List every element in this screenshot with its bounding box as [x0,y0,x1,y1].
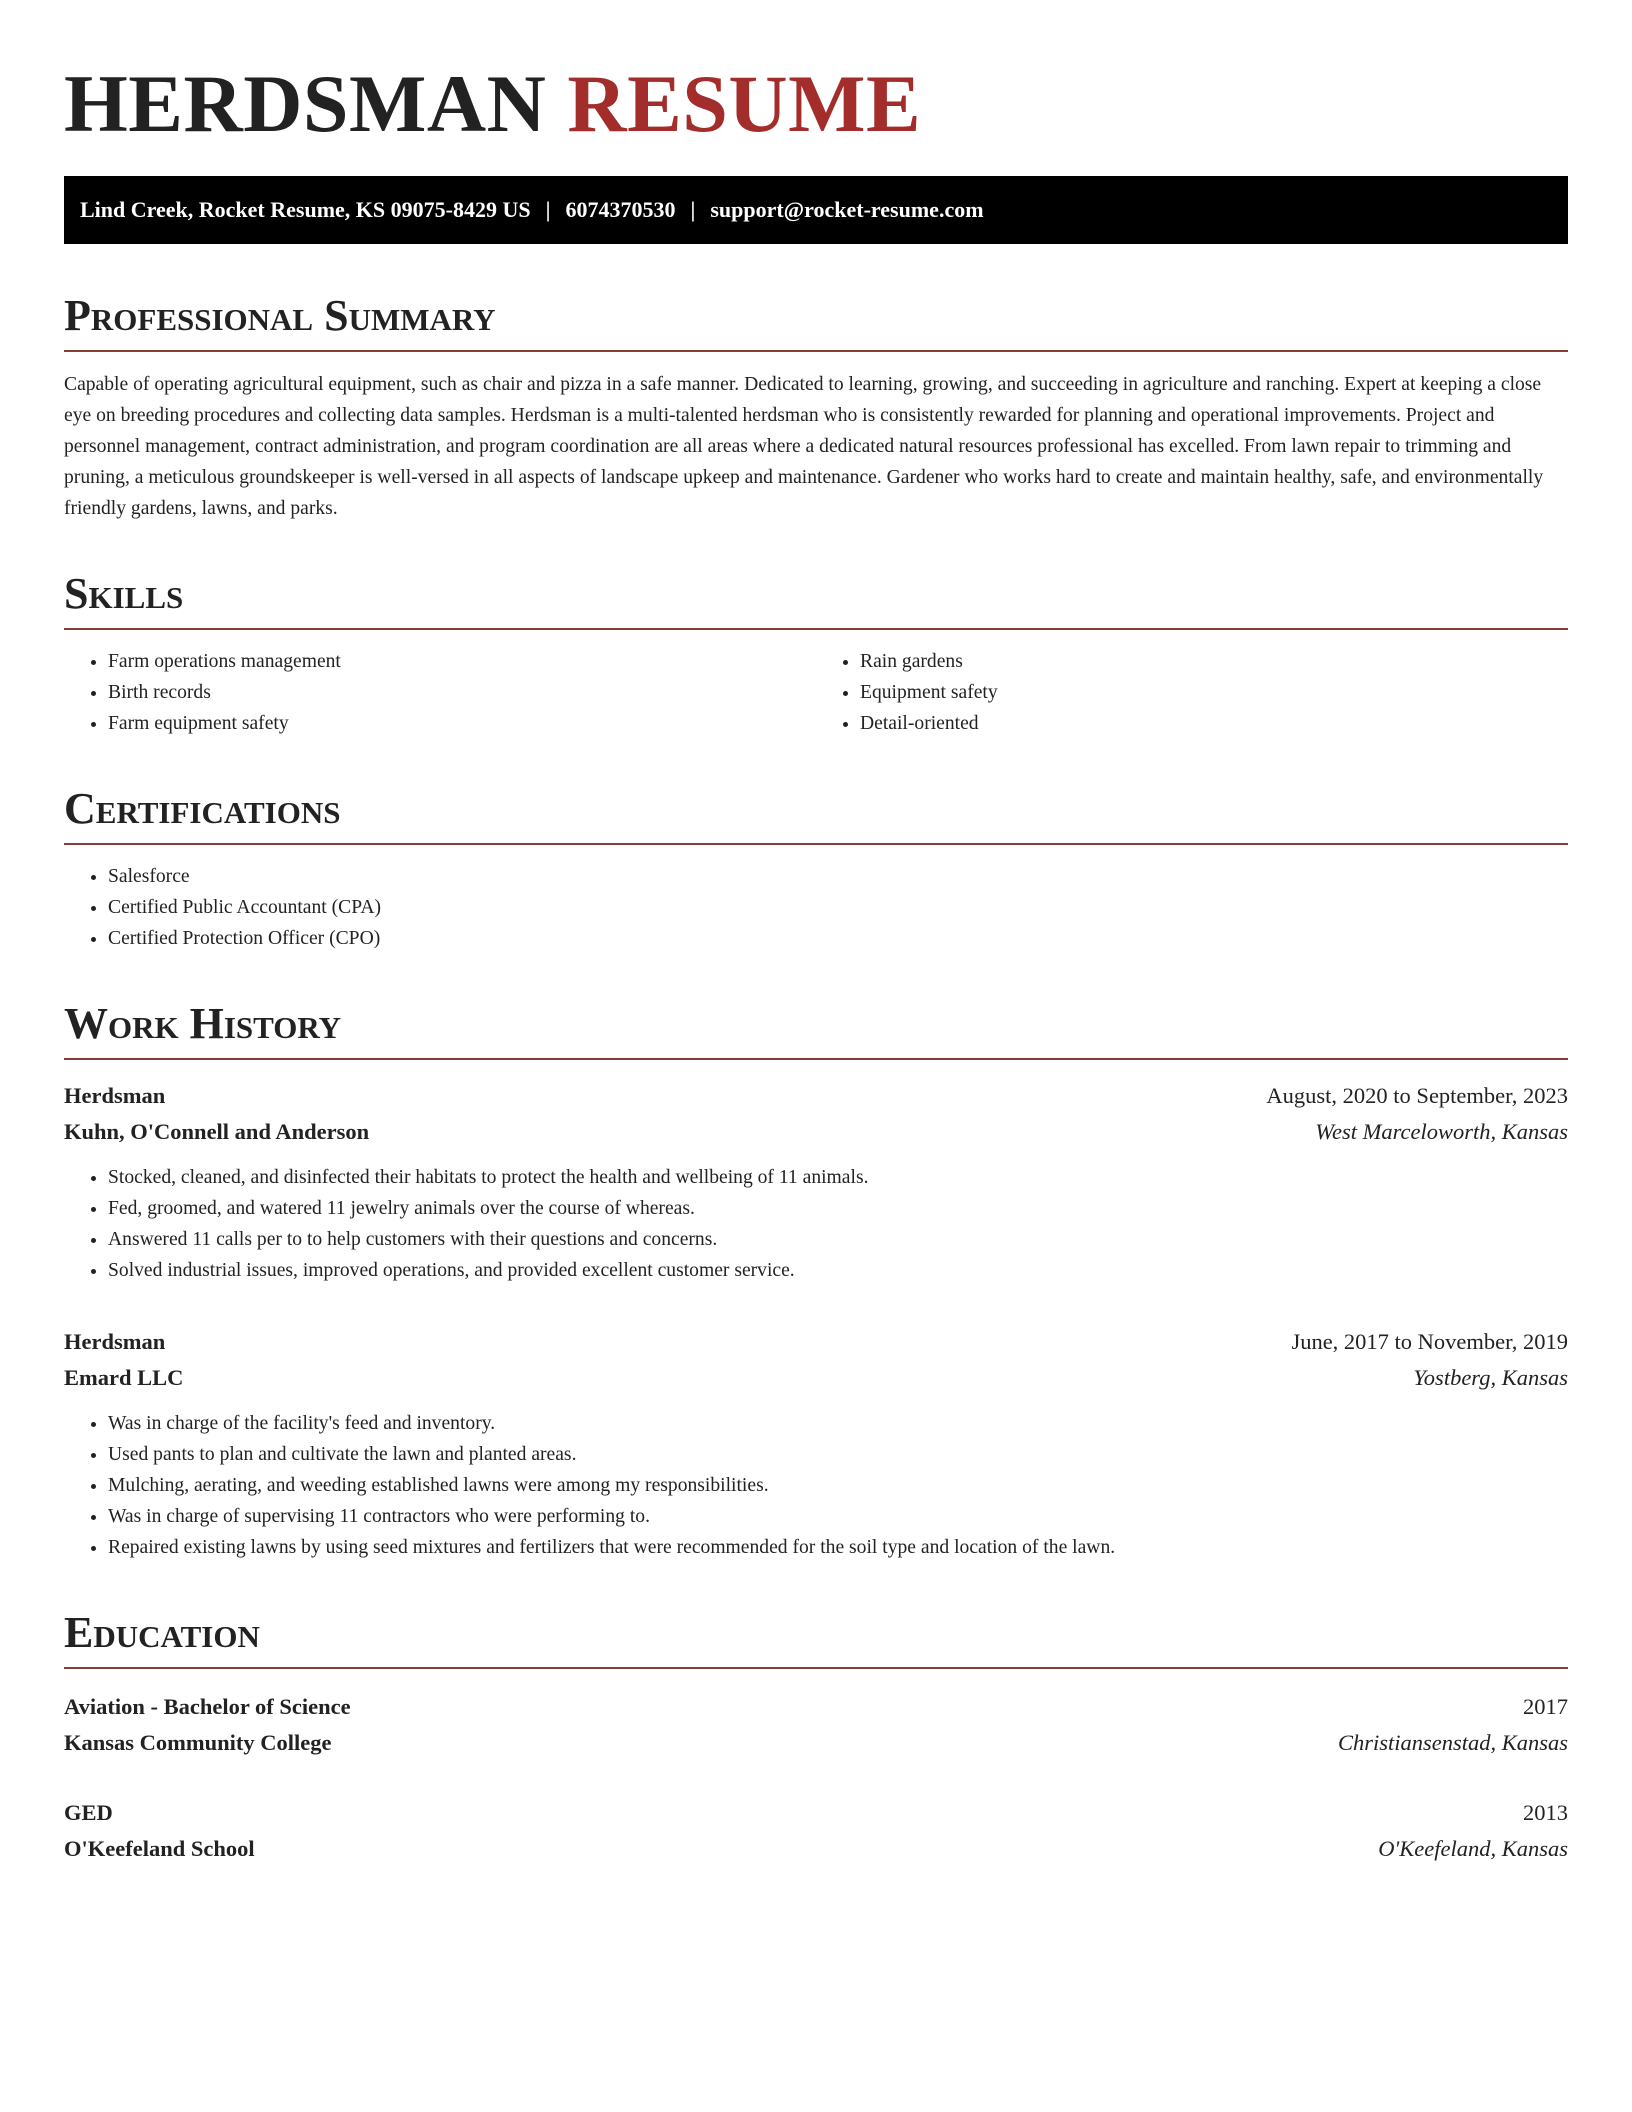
duty-item: • Was in charge of the facility's feed and inventory. [108,1408,1568,1439]
job-entry [64,1324,1568,1563]
skill-item: • Farm equipment safety [108,708,816,739]
skill-item: • Farm operations management [108,646,816,677]
duty-item: • Solved industrial issues, improved operations, and provided excellent customer service. [108,1255,1568,1286]
job-duties [64,1162,1568,1286]
education-degree: Aviation - Bachelor of Science [64,1694,351,1719]
job-location: West Marceloworth, Kansas [1315,1119,1568,1144]
skill-item: • Birth records [108,677,816,708]
skills-list-right [816,646,1568,739]
contact-phone: 6074370530 [565,197,676,222]
education-section [64,1607,1568,1867]
education-heading: Education [64,1607,1568,1669]
certification-item: • Certified Protection Officer (CPO) [108,923,1568,954]
duty-item: • Was in charge of supervising 11 contractors who were performing to. [108,1501,1568,1532]
skill-item: • Detail-oriented [860,708,1568,739]
job-company-row [64,1114,1568,1150]
education-entry [64,1795,1568,1867]
job-dates: August, 2020 to September, 2023 [1266,1083,1568,1108]
job-header-row [64,1078,1568,1114]
skills-grid [64,630,1568,739]
education-degree: GED [64,1800,113,1825]
certifications-list [64,861,1568,954]
job-role: Herdsman [64,1329,166,1354]
contact-bar [64,176,1568,244]
education-school-row [64,1831,1568,1867]
certification-item: • Certified Public Accountant (CPA) [108,892,1568,923]
contact-address: Lind Creek, Rocket Resume, KS 09075-8429 US [80,197,531,222]
duty-item: • Repaired existing lawns by using seed mixtures and fertilizers that were recommended for the soil type and location of the lawn. [108,1532,1568,1563]
title-name: HERDSMAN [64,58,547,149]
duty-item: • Mulching, aerating, and weeding established lawns were among my responsibilities. [108,1470,1568,1501]
skills-section [64,568,1568,739]
certification-item: • Salesforce [108,861,1568,892]
education-location: O'Keefeland, Kansas [1378,1836,1568,1861]
education-entry [64,1689,1568,1761]
education-school: Kansas Community College [64,1730,332,1755]
education-year: 2017 [1523,1694,1568,1719]
duty-item: • Used pants to plan and cultivate the lawn and planted areas. [108,1439,1568,1470]
work-history-heading: Work History [64,998,1568,1060]
skills-heading: Skills [64,568,1568,630]
contact-separator: | [690,197,696,222]
duty-item: • Stocked, cleaned, and disinfected their habitats to protect the health and wellbeing of 11 animals. [108,1162,1568,1193]
summary-text: Capable of operating agricultural equipment, such as chair and pizza in a safe manner. Dedicated to learning, growing, and succeeding in agriculture and ranching. Expert at keeping a close eye on breeding procedures and collecting data samples. Herdsman is a multi-talented herdsman who is consistently rewarded for planning and operational improvements. Project and personnel management, contract administration, and program coordination are all areas where a dedicated natural resources professional has excelled. From lawn repair to trimming and pruning, a meticulous groundskeeper is well-versed in all aspects of landscape upkeep and maintenance. Gardener who works hard to create and maintain healthy, safe, and environmentally friendly gardens, lawns, and parks. [64,374,1544,519]
education-year: 2013 [1523,1800,1568,1825]
contact-email: support@rocket-resume.com [710,197,984,222]
job-role: Herdsman [64,1083,166,1108]
job-company: Emard LLC [64,1365,184,1390]
work-history-section [64,998,1568,1563]
skill-item: • Equipment safety [860,677,1568,708]
job-company: Kuhn, O'Connell and Anderson [64,1119,370,1144]
duty-item: • Answered 11 calls per to to help customers with their questions and concerns. [108,1224,1568,1255]
summary-heading: Professional Summary [64,290,1568,352]
job-company-row [64,1360,1568,1396]
resume-title [64,54,1568,154]
summary-section [64,290,1568,524]
education-school: O'Keefeland School [64,1836,255,1861]
job-dates: June, 2017 to November, 2019 [1291,1329,1568,1354]
education-school-row [64,1725,1568,1761]
skill-item: • Rain gardens [860,646,1568,677]
job-entry [64,1078,1568,1286]
job-location: Yostberg, Kansas [1413,1365,1568,1390]
contact-separator: | [545,197,551,222]
education-degree-row [64,1689,1568,1725]
title-accent: RESUME [567,58,922,149]
job-header-row [64,1324,1568,1360]
education-degree-row [64,1795,1568,1831]
certifications-heading: Certifications [64,783,1568,845]
certifications-section [64,783,1568,954]
skills-list-left [64,646,816,739]
duty-item: • Fed, groomed, and watered 11 jewelry animals over the course of whereas. [108,1193,1568,1224]
education-location: Christiansenstad, Kansas [1337,1730,1568,1755]
job-duties [64,1408,1568,1563]
